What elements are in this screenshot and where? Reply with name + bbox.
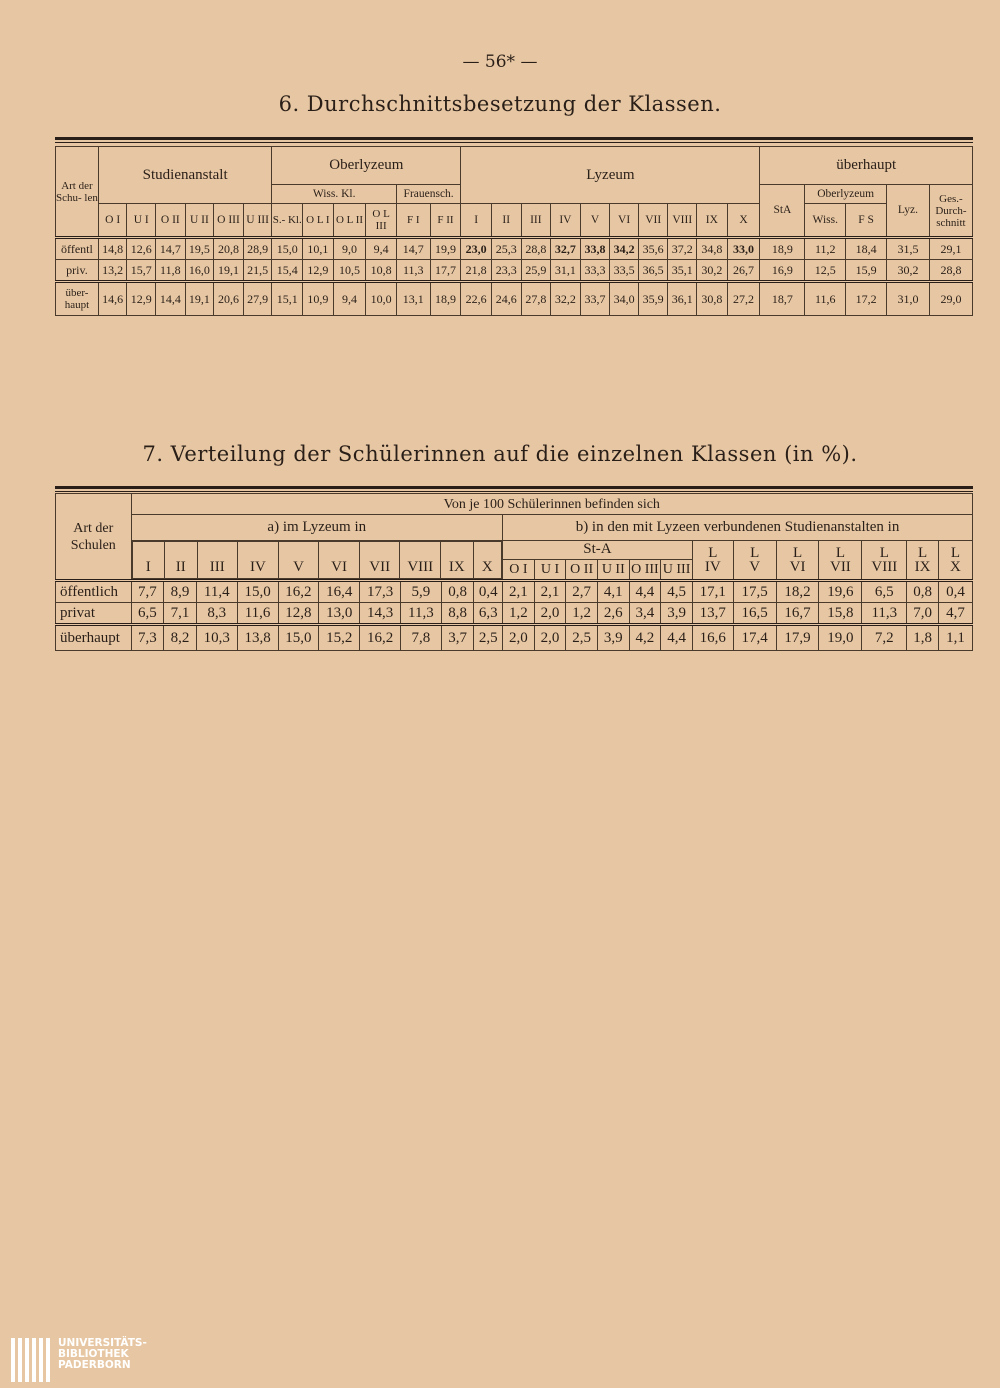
table-cell: 8,2 [164,625,197,651]
table-cell: 18,2 [776,581,819,603]
table-cell: 2,6 [597,603,629,625]
table-cell: 2,5 [566,625,598,651]
table7-col-l-bottom: IV [704,559,721,575]
table7-col-lyz: X [473,542,502,579]
table-cell: 28,8 [521,238,551,260]
table-cell: 18,4 [846,238,887,260]
table-cell: 15,1 [272,282,303,316]
table-cell: 19,5 [185,238,214,260]
library-name-line: UNIVERSITÄTS- [58,1337,147,1349]
table6-col-lyz: III [521,204,551,238]
table7-col-l [733,541,776,581]
table6-sub-oberlyzeum: Oberlyzeum [805,185,887,204]
table-cell: 11,2 [805,238,846,260]
table-cell: 15,0 [278,625,319,651]
row-label: öffentl [56,238,99,260]
table-cell: 15,2 [319,625,360,651]
table-cell: 17,3 [360,581,401,603]
table-cell: 26,7 [727,260,760,282]
table-cell: 2,1 [534,581,566,603]
table-cell: 34,0 [610,282,639,316]
table-cell: 29,1 [929,238,972,260]
table-cell: 11,6 [237,603,278,625]
table-cell: 21,5 [243,260,272,282]
table6-col-ober: O L I [303,204,334,238]
table-cell: 34,2 [610,238,639,260]
table-cell: 33,5 [610,260,639,282]
row-label: öffentlich [56,581,132,603]
table-cell: 2,0 [534,625,566,651]
table-cell: 16,4 [319,581,360,603]
table-cell: 19,1 [214,260,244,282]
table7-col-l [862,541,907,581]
table-cell: 14,8 [98,238,127,260]
table6-col-lyz: V [580,204,610,238]
table-cell: 10,8 [366,260,397,282]
row-label: privat [56,603,132,625]
table-cell: 16,9 [760,260,805,282]
table-cell: 7,3 [131,625,164,651]
table-cell: 36,5 [638,260,668,282]
table7-top-header: Von je 100 Schülerinnen befinden sich [131,494,972,515]
table-cell: 11,6 [805,282,846,316]
table-cell: 33,8 [580,238,610,260]
row-label: priv. [56,260,99,282]
table-cell: 33,3 [580,260,610,282]
table-cell: 34,8 [697,238,728,260]
table-cell: 18,9 [430,282,461,316]
table6-art-header: Art der Schu- len [56,147,99,238]
table7-lyz-cols [131,541,503,581]
table7-col-sta: O I [503,559,535,580]
table-cell: 12,6 [127,238,156,260]
table-cell: 13,1 [396,282,430,316]
table-cell: 16,2 [278,581,319,603]
table7-col-lyz: IV [238,542,279,579]
table-cell: 24,6 [491,282,521,316]
table-cell: 4,4 [629,581,661,603]
table-cell: 23,3 [491,260,521,282]
table7-col-l-bottom: VI [789,559,806,575]
table-cell: 11,8 [156,260,186,282]
table-cell: 11,3 [862,603,907,625]
table-cell: 17,7 [430,260,461,282]
table6-col-lyz: I [461,204,492,238]
table-cell: 25,3 [491,238,521,260]
table-cell: 16,0 [185,260,214,282]
table7-col-sta: U I [534,559,566,580]
table7-col-l [907,541,939,581]
table-cell: 4,4 [661,625,693,651]
table-cell: 2,0 [503,625,535,651]
table-cell: 7,8 [400,625,441,651]
table6-col-lyz: II [491,204,521,238]
table6-col-studien: U II [185,204,214,238]
table6-col-ober: O L II [333,204,366,238]
table-cell: 25,9 [521,260,551,282]
table-cell: 17,9 [776,625,819,651]
table-cell: 27,2 [727,282,760,316]
table-cell: 1,8 [907,625,939,651]
table6-col-ober: O L III [366,204,397,238]
table-cell: 31,1 [551,260,581,282]
table-cell: 19,6 [819,581,862,603]
table6-col-lyz: VII [638,204,668,238]
table-cell: 2,0 [534,603,566,625]
table-cell: 13,2 [98,260,127,282]
table7-col-l-bottom: X [950,559,961,575]
table-row [56,603,973,625]
library-logo-icon [8,1332,54,1386]
table-cell: 35,1 [668,260,697,282]
table-cell: 15,9 [846,260,887,282]
table6-sub-wiss: Wiss. Kl. [272,185,397,204]
table7-sta-header: St-A [503,541,693,560]
table-cell: 11,3 [400,603,441,625]
table-cell: 0,4 [938,581,972,603]
table-cell: 35,9 [638,282,668,316]
table-cell: 15,0 [237,581,278,603]
table-cell: 10,0 [366,282,397,316]
table6-col-lyz: VI [610,204,639,238]
table6-title: 6. Durchschnittsbesetzung der Klassen. [278,92,722,116]
table6-col-ober: F II [430,204,461,238]
table7-col-sta: O II [566,559,598,580]
table-cell: 12,9 [303,260,334,282]
table-cell: 8,3 [196,603,237,625]
table-cell: 3,9 [597,625,629,651]
table-cell: 31,5 [887,238,930,260]
table7-top-rule [55,486,973,489]
table7-col-lyz: III [197,542,238,579]
table-cell: 10,5 [333,260,366,282]
table-cell: 4,1 [597,581,629,603]
table-cell: 2,5 [474,625,503,651]
table7-col-l-top: L [950,545,961,561]
table-cell: 15,0 [272,238,303,260]
table6-col-ue-sta: StA [760,185,805,238]
table6-top-rule [55,137,973,140]
table7-col-lyz: VI [319,542,360,579]
table6-col-studien: O I [98,204,127,238]
table-cell: 10,1 [303,238,334,260]
table-cell: 14,3 [360,603,401,625]
table-cell: 36,1 [668,282,697,316]
table-cell: 13,8 [237,625,278,651]
table-cell: 30,2 [697,260,728,282]
table-cell: 9,0 [333,238,366,260]
table-row [56,260,973,282]
table-cell: 21,8 [461,260,492,282]
table6-col-lyz: IX [697,204,728,238]
table7-col-sta: O III [629,559,661,580]
table-cell: 31,0 [887,282,930,316]
table-cell: 3,4 [629,603,661,625]
table7-col-l-top: L [835,545,845,561]
table6-group-lyzeum: Lyzeum [461,147,760,204]
table-cell: 4,2 [629,625,661,651]
table6 [55,146,973,316]
library-name-line: BIBLIOTHEK [58,1348,129,1360]
table-cell: 14,6 [98,282,127,316]
table-cell: 4,7 [938,603,972,625]
table7-col-l-top: L [879,545,889,561]
table-cell: 7,1 [164,603,197,625]
table-cell: 19,0 [819,625,862,651]
table6-col-ue-wiss: Wiss. [805,204,846,238]
table6-group-studienanstalt: Studienanstalt [98,147,272,204]
table-cell: 16,2 [360,625,401,651]
table7-col-sta: U II [597,559,629,580]
table7-col-l-bottom: VII [829,559,851,575]
table-cell: 20,6 [214,282,244,316]
row-label: überhaupt [56,625,132,651]
table6-col-lyz: X [727,204,760,238]
table-cell: 17,2 [846,282,887,316]
table-cell: 32,7 [551,238,581,260]
table6-col-studien: O III [214,204,244,238]
table-cell: 14,4 [156,282,186,316]
table-cell: 27,9 [243,282,272,316]
table7-col-lyz: VII [359,542,400,579]
table-cell: 6,5 [862,581,907,603]
table-cell: 33,0 [727,238,760,260]
table-cell: 15,7 [127,260,156,282]
table-cell: 14,7 [396,238,430,260]
table-cell: 0,4 [474,581,503,603]
table7-title: 7. Verteilung der Schülerinnen auf die einzelnen Klassen (in %). [142,442,858,466]
table7-col-lyz: IX [441,542,473,579]
table-cell: 30,2 [887,260,930,282]
table-cell: 19,1 [185,282,214,316]
table6-col-ue-lyz: Lyz. [887,185,930,238]
table-cell: 28,8 [929,260,972,282]
table6-col-lyz: VIII [668,204,697,238]
table-cell: 18,7 [760,282,805,316]
table6-col-studien: U III [243,204,272,238]
table-cell: 16,6 [692,625,733,651]
table-cell: 12,9 [127,282,156,316]
table7-col-l [938,541,972,581]
table7-lyz-cols-inner [132,541,503,579]
table7 [55,493,973,651]
table7-col-lyz: V [278,542,319,579]
table7-col-l-top: L [917,545,928,561]
table7-col-l-top: L [792,545,803,561]
table6-col-ober: F I [396,204,430,238]
table-cell: 7,0 [907,603,939,625]
table6-group-ueberhaupt: überhaupt [760,147,973,185]
table-cell: 11,4 [196,581,237,603]
table-cell: 10,3 [196,625,237,651]
table7-col-l-top: L [750,545,760,561]
table-cell: 11,3 [396,260,430,282]
table6-col-ober: S.- Kl. [272,204,303,238]
table6-top-rule-thin [55,142,973,143]
table6-group-oberlyzeum: Oberlyzeum [272,147,461,185]
table7-col-lyz: VIII [400,542,441,579]
table7-col-l-bottom: IX [914,559,931,575]
table-cell: 14,7 [156,238,186,260]
table-cell: 29,0 [929,282,972,316]
table-row [56,282,973,316]
table6-col-studien: O II [156,204,186,238]
table-cell: 2,1 [503,581,535,603]
table7-art-header: Art der Schulen [56,494,132,581]
library-name-line: PADERBORN [58,1359,131,1371]
row-label: über- haupt [56,282,99,316]
table-cell: 22,6 [461,282,492,316]
table-cell: 1,1 [938,625,972,651]
table-cell: 7,2 [862,625,907,651]
table7-top-rule-thin [55,491,973,492]
table-cell: 8,9 [164,581,197,603]
table-cell: 32,2 [551,282,581,316]
table-cell: 7,7 [131,581,164,603]
table6-col-ue-ges: Ges.- Durch- schnitt [929,185,972,238]
table-cell: 17,4 [733,625,776,651]
table-cell: 15,8 [819,603,862,625]
table-cell: 19,9 [430,238,461,260]
table7-col-l-bottom: VIII [871,559,898,575]
table-cell: 9,4 [366,238,397,260]
table-cell: 12,8 [278,603,319,625]
table6-col-studien: U I [127,204,156,238]
table-cell: 33,7 [580,282,610,316]
table-cell: 10,9 [303,282,334,316]
table6-sub-frauen: Frauensch. [396,185,460,204]
table7-col-sta: U III [661,559,693,580]
table-cell: 6,5 [131,603,164,625]
table-cell: 16,5 [733,603,776,625]
table-cell: 27,8 [521,282,551,316]
table-cell: 0,8 [907,581,939,603]
table-cell: 4,5 [661,581,693,603]
table7-col-l [776,541,819,581]
table7-col-l-bottom: V [749,559,761,575]
table6-col-lyz: IV [551,204,581,238]
table-cell: 30,8 [697,282,728,316]
table-cell: 23,0 [461,238,492,260]
table-cell: 12,5 [805,260,846,282]
table-cell: 3,9 [661,603,693,625]
table7-col-l [819,541,862,581]
table-cell: 5,9 [400,581,441,603]
table-cell: 17,1 [692,581,733,603]
table-cell: 9,4 [333,282,366,316]
table-cell: 13,0 [319,603,360,625]
table-cell: 6,3 [474,603,503,625]
table-row [56,625,973,651]
table-cell: 20,8 [214,238,244,260]
table7-col-l [692,541,733,581]
table-cell: 3,7 [441,625,474,651]
table-cell: 28,9 [243,238,272,260]
table7-group-b: b) in den mit Lyzeen verbundenen Studienanstalten in [503,515,973,541]
table-cell: 8,8 [441,603,474,625]
table-cell: 18,9 [760,238,805,260]
table-cell: 1,2 [566,603,598,625]
table-row [56,238,973,260]
table7-col-l-top: L [708,545,718,561]
table-cell: 37,2 [668,238,697,260]
table-cell: 2,7 [566,581,598,603]
table-cell: 0,8 [441,581,474,603]
table-cell: 17,5 [733,581,776,603]
table-cell: 16,7 [776,603,819,625]
table6-col-ue-fs: F S [846,204,887,238]
table7-col-lyz: I [132,542,164,579]
table7-col-lyz: II [165,542,197,579]
table-cell: 35,6 [638,238,668,260]
table7-group-a: a) im Lyzeum in [131,515,503,541]
page-number: — 56* — [462,52,538,72]
table-cell: 15,4 [272,260,303,282]
library-name [58,1338,147,1371]
table-cell: 13,7 [692,603,733,625]
table-row [56,581,973,603]
table-cell: 1,2 [503,603,535,625]
